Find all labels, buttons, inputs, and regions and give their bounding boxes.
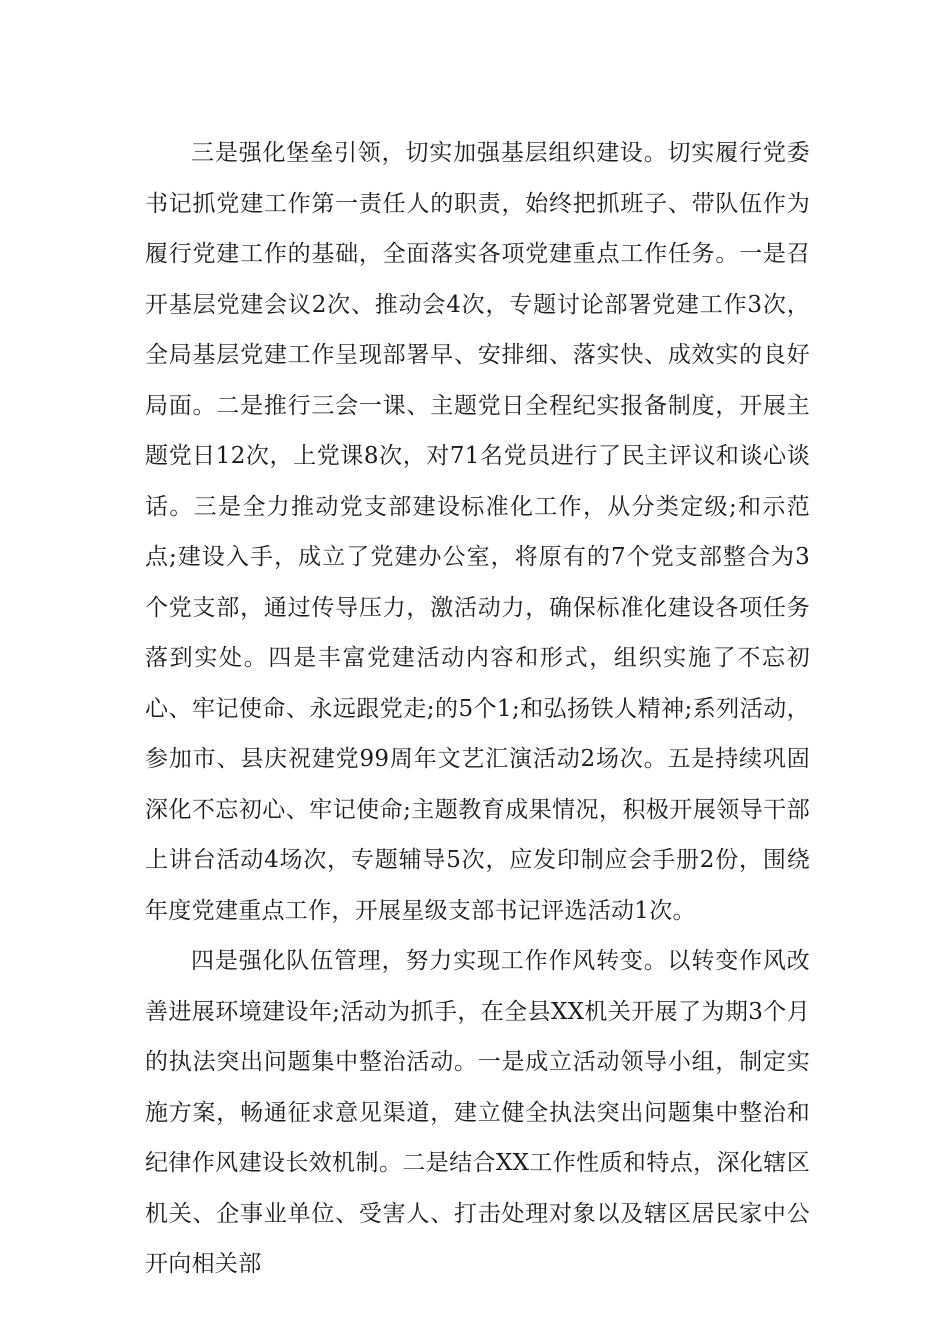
paragraph-party-building: 三是强化堡垒引领，切实加强基层组织建设。切实履行党委书记抓党建工作第一责任人的职责，始终把抓班子、带队伍作为履行党建工作的基础，全面落实各项党建重点工作任务。一是召开基层党建会议2次、推动会4次，专题讨论部署党建工作3次，全局基层党建工作呈现部署早、安排细、落实快、成效实的良好局面。二是推行三会一课、主题党日全程纪实报备制度，开展主题党日12次，上党课8次，对71名党员进行了民主评议和谈心谈话。三是全力推动党支部建设标准化工作，从分类定级;和示范点;建设入手，成立了党建办公室，将原有的7个党支部整合为3个党支部，通过传导压力，激活动力，确保标准化建设各项任务落到实处。四是丰富党建活动内容和形式，组织实施了不忘初心、牢记使命、永远跟党走;的5个1;和弘扬铁人精神;系列活动，参加市、县庆祝建党99周年文艺汇演活动2场次。五是持续巩固深化不忘初心、牢记使命;主题教育成果情况，积极开展领导干部上讲台活动4场次，专题辅导5次，应发印制应会手册2份，围绕年度党建重点工作，开展星级支部书记评选活动1次。 bbox=[145, 140, 810, 924]
document-body bbox=[145, 128, 810, 1290]
paragraph-team-management: 四是强化队伍管理，努力实现工作作风转变。以转变作风改善进展环境建设年;活动为抓手，在全县XX机关开展了为期3个月的执法突出问题集中整治活动。一是成立活动领导小组，制定实施方案，畅通征求意见渠道，建立健全执法突出问题集中整治和纪律作风建设长效机制。二是结合XX工作性质和特点，深化辖区机关、企事业单位、受害人、打击处理对象以及辖区居民家中公开向相关部 bbox=[145, 948, 810, 1277]
